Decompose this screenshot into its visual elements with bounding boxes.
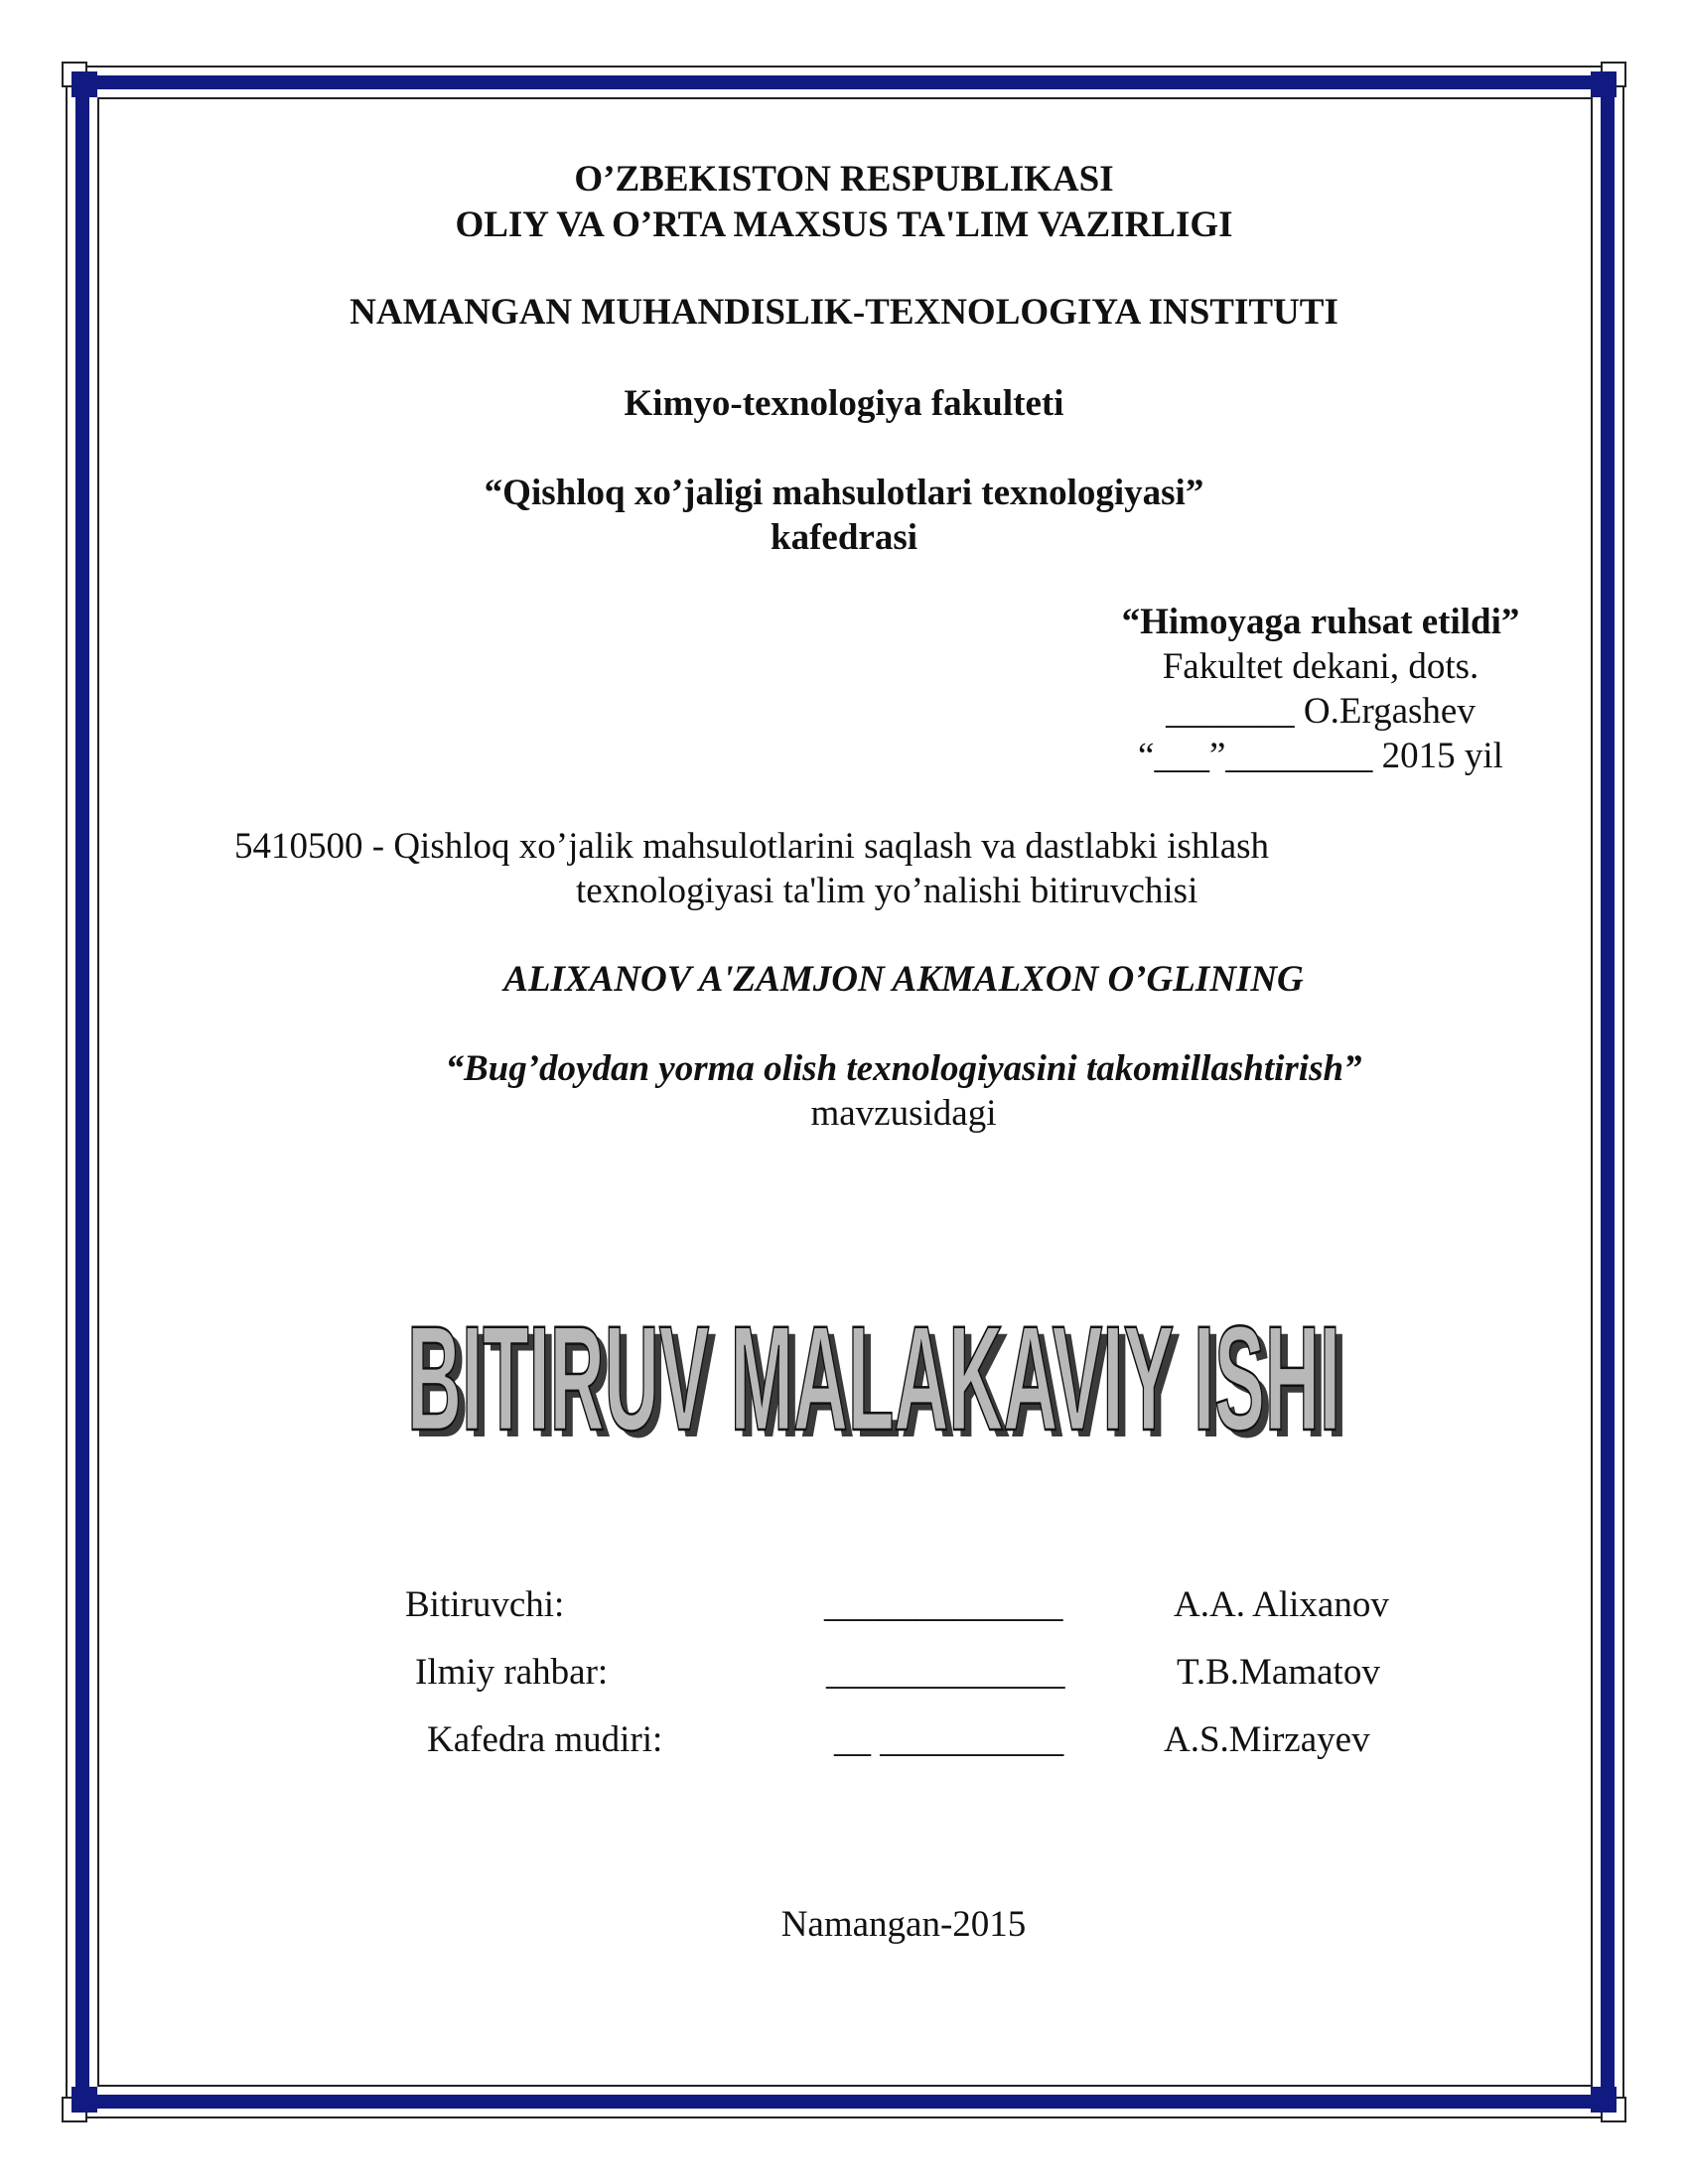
signature-line: _____________ bbox=[826, 1652, 1065, 1693]
corner-ornament-bottom-right bbox=[1587, 2083, 1626, 2122]
work-title: BITIRUV MALAKAVIY ISHI bbox=[407, 1295, 1340, 1459]
signature-line: _____________ bbox=[824, 1584, 1063, 1625]
institute-heading: NAMANGAN MUHANDISLIK-TEXNOLOGIYA INSTITUTI bbox=[350, 292, 1338, 333]
approval-title: “Himoyaga ruhsat etildi” bbox=[1121, 602, 1520, 642]
faculty-heading: Kimyo-texnologiya fakulteti bbox=[624, 383, 1064, 424]
corner-ornament-bottom-left bbox=[62, 2083, 101, 2122]
approval-role: Fakultet dekani, dots. bbox=[1162, 646, 1479, 687]
work-title-wordart bbox=[377, 1281, 1370, 1459]
republic-heading: O’ZBEKISTON RESPUBLIKASI bbox=[574, 159, 1114, 200]
corner-ornament-top-left bbox=[62, 62, 101, 101]
signature-name: A.A. Alixanov bbox=[1174, 1584, 1389, 1625]
department-suffix: kafedrasi bbox=[771, 517, 917, 558]
specialty-line-2: texnologiyasi ta'lim yo’nalishi bitiruvchisi bbox=[576, 871, 1198, 911]
specialty-line-1: 5410500 - Qishloq xo’jalik mahsulotlarini saqlash va dastlabki ishlash bbox=[234, 826, 1270, 867]
student-name: ALIXANOV A'ZAMJON AKMALXON O’GLINING bbox=[503, 959, 1304, 1000]
approval-signature: _______ O.Ergashev bbox=[1166, 691, 1476, 732]
corner-ornament-top-right bbox=[1587, 62, 1626, 101]
signature-line: __ __________ bbox=[834, 1719, 1064, 1760]
ministry-heading: OLIY VA O’RTA MAXSUS TA'LIM VAZIRLIGI bbox=[455, 205, 1233, 245]
signature-name: T.B.Mamatov bbox=[1177, 1652, 1380, 1693]
signature-role: Bitiruvchi: bbox=[405, 1584, 565, 1625]
signature-role: Ilmiy rahbar: bbox=[415, 1652, 609, 1693]
place-year: Namangan-2015 bbox=[780, 1904, 1027, 1945]
signature-name: A.S.Mirzayev bbox=[1164, 1719, 1370, 1760]
topic-title: “Bug’doydan yorma olish texnologiyasini takomillashtirish” bbox=[445, 1048, 1362, 1089]
topic-suffix: mavzusidagi bbox=[810, 1093, 997, 1134]
approval-date: “___”________ 2015 yil bbox=[1138, 736, 1503, 776]
signature-role: Kafedra mudiri: bbox=[427, 1719, 663, 1760]
work-title-shadow: BITIRUV MALAKAVIY ISHI bbox=[414, 1301, 1347, 1459]
department-name: “Qishloq xo’jaligi mahsulotlari texnologiyasi” bbox=[484, 473, 1204, 513]
